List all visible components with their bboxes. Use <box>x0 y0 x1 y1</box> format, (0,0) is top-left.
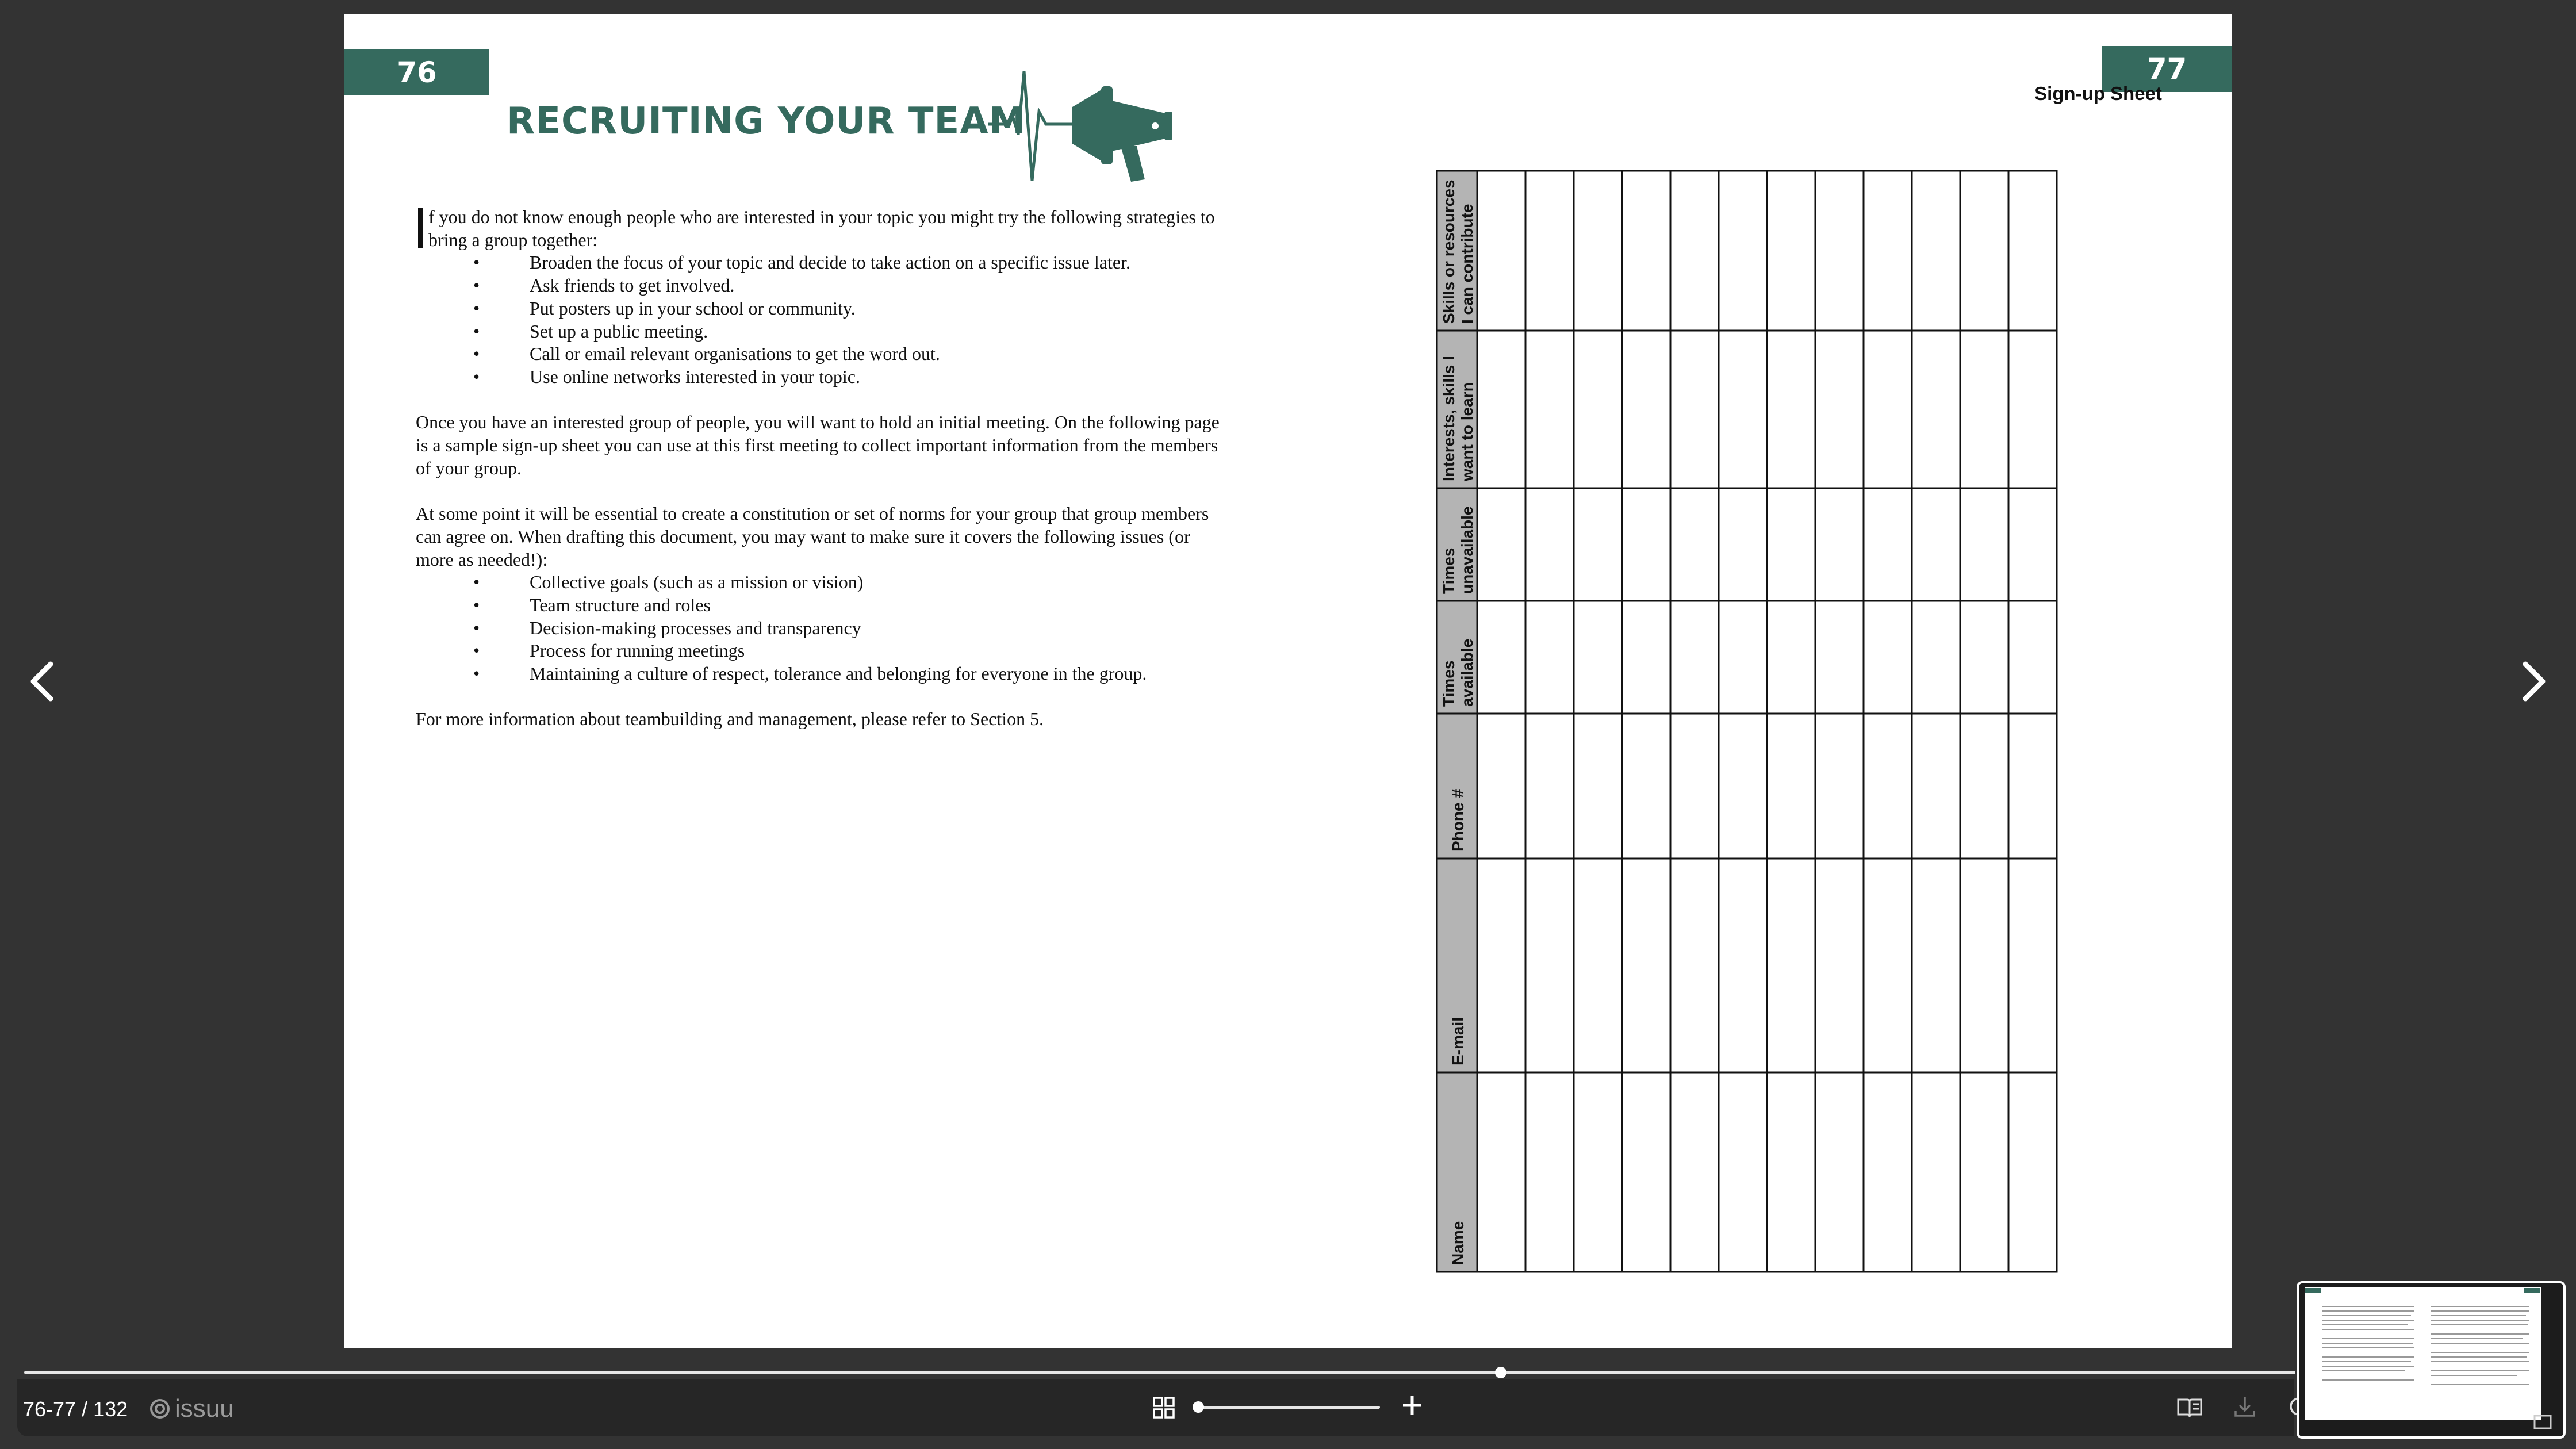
column-header-label: E-mail <box>1449 1017 1467 1065</box>
signup-cell <box>2008 714 2057 858</box>
signup-cell <box>1574 714 1622 858</box>
column-header-label: want to learn <box>1458 382 1476 481</box>
signup-cell <box>1719 1072 1767 1272</box>
signup-cell <box>1670 488 1719 601</box>
signup-cell <box>1864 858 1912 1072</box>
signup-cell <box>1622 331 1670 488</box>
signup-cell <box>1574 171 1622 331</box>
signup-cell <box>1912 331 1960 488</box>
intro-paragraph <box>416 206 1232 251</box>
page-thumbnail-preview[interactable] <box>2297 1281 2566 1439</box>
signup-cell <box>1525 601 1574 714</box>
signup-cell <box>1719 714 1767 858</box>
strategy-item: • Broaden the focus of your topic and decide to take action on a specific issue later. <box>416 251 1232 274</box>
signup-cell <box>1912 858 1960 1072</box>
issue-item: • Collective goals (such as a mission or vision) <box>416 571 1232 594</box>
issue-item: • Process for running meetings <box>416 639 1232 662</box>
signup-cell <box>1525 171 1574 331</box>
signup-cell <box>2008 331 2057 488</box>
chevron-left-icon[interactable] <box>23 658 63 704</box>
signup-cell <box>1719 331 1767 488</box>
signup-cell <box>1574 858 1622 1072</box>
thumbnail-image <box>2299 1283 2563 1436</box>
signup-cell <box>1622 1072 1670 1272</box>
signup-cell <box>1670 171 1719 331</box>
signup-cell <box>1719 858 1767 1072</box>
signup-cell <box>1960 714 2008 858</box>
signup-cell <box>1525 331 1574 488</box>
signup-cell <box>1815 171 1864 331</box>
signup-cell <box>1670 601 1719 714</box>
zoom-slider[interactable] <box>1197 1406 1380 1409</box>
left-page-body <box>416 206 1232 754</box>
issue-item: • Maintaining a culture of respect, tolerance and belonging for everyone in the group. <box>416 662 1232 685</box>
download-icon[interactable] <box>2232 1394 2257 1419</box>
signup-cell <box>1815 1072 1864 1272</box>
signup-cell <box>1622 714 1670 858</box>
document-spread <box>344 14 2232 1348</box>
signup-cell <box>1622 601 1670 714</box>
signup-cell <box>1477 1072 1525 1272</box>
column-header-label: unavailable <box>1458 506 1476 594</box>
page-number-left: 76 <box>344 49 489 95</box>
signup-cell <box>1477 858 1525 1072</box>
grid-view-icon[interactable] <box>1152 1396 1175 1419</box>
issues-list <box>416 571 1232 685</box>
signup-cell <box>1622 488 1670 601</box>
signup-cell <box>1912 714 1960 858</box>
signup-cell <box>1960 171 2008 331</box>
signup-cell <box>1960 331 2008 488</box>
signup-cell <box>1767 858 1815 1072</box>
column-header-label: available <box>1458 638 1476 707</box>
signup-cell <box>1912 488 1960 601</box>
signup-cell <box>1960 488 2008 601</box>
signup-cell <box>1525 1072 1574 1272</box>
column-header-label: Name <box>1449 1221 1467 1265</box>
signup-cell <box>1767 331 1815 488</box>
page-title: RECRUITING YOUR TEAM <box>507 100 1026 143</box>
column-header-label: Skills or resources <box>1440 179 1458 324</box>
chevron-right-icon[interactable] <box>2513 658 2553 704</box>
meeting-paragraph: Once you have an interested group of people, you will want to hold an initial meeting. On the following page is a sample sign-up sheet you can use at this first meeting to collect important information from the members of your group. <box>416 412 1220 478</box>
signup-sheet-title: Sign-up Sheet <box>2034 83 2162 104</box>
signup-cell <box>1719 601 1767 714</box>
megaphone-icon <box>988 54 1178 186</box>
page-progress-handle[interactable] <box>1495 1367 1506 1378</box>
signup-cell <box>1525 488 1574 601</box>
signup-cell <box>1960 601 2008 714</box>
dropcap <box>418 208 423 248</box>
signup-cell <box>1525 858 1574 1072</box>
signup-cell <box>1912 171 1960 331</box>
signup-cell <box>1767 714 1815 858</box>
signup-cell <box>2008 488 2057 601</box>
signup-cell <box>1670 858 1719 1072</box>
strategy-item: • Set up a public meeting. <box>416 320 1232 343</box>
more-info-paragraph: For more information about teambuilding and management, please refer to Section 5. <box>416 708 1044 730</box>
page-number-right: 77 <box>2102 46 2232 92</box>
signup-cell <box>1574 488 1622 601</box>
issuu-logo-text: issuu <box>175 1394 234 1423</box>
zoom-slider-handle[interactable] <box>1193 1401 1204 1413</box>
issuu-logo-icon <box>150 1398 170 1419</box>
strategy-item: • Ask friends to get involved. <box>416 274 1232 297</box>
signup-cell <box>1864 714 1912 858</box>
column-header-label: Interests, skills I <box>1440 356 1458 481</box>
signup-cell <box>1960 858 2008 1072</box>
issue-item: • Decision-making processes and transparency <box>416 617 1232 640</box>
signup-cell <box>1574 601 1622 714</box>
signup-cell <box>1767 601 1815 714</box>
signup-cell <box>1719 171 1767 331</box>
column-header-label: I can contribute <box>1458 204 1476 324</box>
signup-cell <box>1960 1072 2008 1272</box>
signup-cell <box>1864 331 1912 488</box>
strategy-item: • Use online networks interested in your topic. <box>416 366 1232 389</box>
signup-cell <box>1670 714 1719 858</box>
signup-cell <box>1670 331 1719 488</box>
norms-paragraph: At some point it will be essential to create a constitution or set of norms for your group that group members can agree on. When drafting this document, you may want to make sure it covers the following issues (or more as needed!): <box>416 503 1209 570</box>
signup-cell <box>2008 858 2057 1072</box>
signup-cell <box>1574 1072 1622 1272</box>
signup-cell <box>1477 331 1525 488</box>
signup-cell <box>1767 1072 1815 1272</box>
intro-text: f you do not know enough people who are interested in your topic you might try the following strategies to bring a group together: <box>428 206 1215 250</box>
signup-cell <box>1912 601 1960 714</box>
signup-cell <box>1719 488 1767 601</box>
signup-cell <box>1864 601 1912 714</box>
signup-cell <box>1815 714 1864 858</box>
signup-cell <box>1815 858 1864 1072</box>
signup-cell <box>1477 488 1525 601</box>
signup-cell <box>1525 714 1574 858</box>
column-header-label: Times <box>1440 660 1458 707</box>
signup-cell <box>1767 488 1815 601</box>
signup-cell <box>1864 1072 1912 1272</box>
signup-cell <box>1670 1072 1719 1272</box>
reader-mode-icon[interactable] <box>2176 1396 2203 1419</box>
page-progress-bar[interactable] <box>24 1371 2295 1374</box>
signup-cell <box>1815 331 1864 488</box>
signup-cell <box>1912 1072 1960 1272</box>
strategy-item: • Put posters up in your school or community. <box>416 297 1232 320</box>
signup-cell <box>1477 601 1525 714</box>
strategies-list <box>416 251 1232 388</box>
signup-cell <box>1815 488 1864 601</box>
signup-cell <box>1477 714 1525 858</box>
signup-cell <box>1767 171 1815 331</box>
page-counter: 76-77 / 132 <box>23 1397 128 1421</box>
signup-cell <box>1815 601 1864 714</box>
signup-cell <box>1864 171 1912 331</box>
signup-cell <box>2008 1072 2057 1272</box>
issue-item: • Team structure and roles <box>416 594 1232 617</box>
plus-icon[interactable] <box>1400 1393 1425 1418</box>
signup-sheet-table <box>1436 170 2058 1273</box>
signup-cell <box>1622 858 1670 1072</box>
signup-cell <box>1864 488 1912 601</box>
signup-cell <box>1622 171 1670 331</box>
strategy-item: • Call or email relevant organisations to get the word out. <box>416 343 1232 366</box>
signup-cell <box>2008 171 2057 331</box>
column-header-label: Times <box>1440 547 1458 594</box>
signup-cell <box>2008 601 2057 714</box>
column-header-label: Phone # <box>1449 789 1467 852</box>
signup-cell <box>1477 171 1525 331</box>
signup-cell <box>1574 331 1622 488</box>
issuu-logo[interactable] <box>150 1394 234 1423</box>
